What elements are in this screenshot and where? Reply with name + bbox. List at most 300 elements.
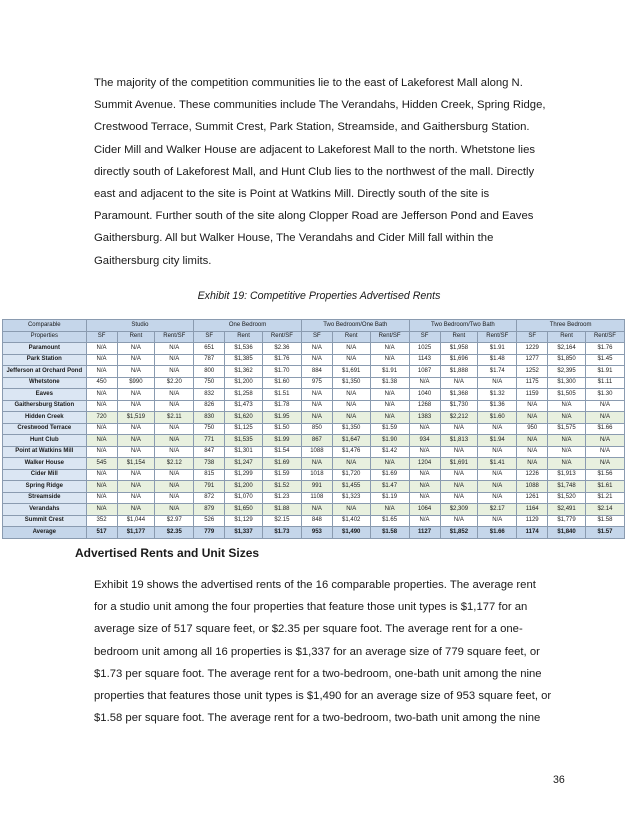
body-paragraph [94, 574, 574, 729]
table-cell: N/A [155, 504, 194, 516]
text-line: for a studio unit among the four properties that feature those unit types is $1,177 for an [94, 601, 528, 614]
table-cell: 848 [301, 515, 332, 527]
table-cell: N/A [86, 400, 117, 412]
table-cell: $1.91 [478, 343, 517, 355]
table-cell: $1,129 [225, 515, 263, 527]
column-header: Rent/SF [478, 331, 517, 343]
table-cell: N/A [440, 377, 478, 389]
table-cell: $1,247 [225, 458, 263, 470]
table-cell: $1.88 [262, 504, 301, 516]
table-cell: 884 [301, 366, 332, 378]
table-cell: $1,402 [332, 515, 370, 527]
table-cell: N/A [370, 504, 409, 516]
table-cell: $1,044 [117, 515, 155, 527]
average-cell: $1.58 [370, 527, 409, 539]
table-cell: $1,455 [332, 481, 370, 493]
table-cell: N/A [301, 343, 332, 355]
table-cell: $1,154 [117, 458, 155, 470]
average-cell: $1,337 [225, 527, 263, 539]
table-cell: $1,473 [225, 400, 263, 412]
table-cell: 720 [86, 412, 117, 424]
table-cell: $1,520 [548, 492, 586, 504]
table-cell: N/A [409, 423, 440, 435]
table-cell: 750 [194, 423, 225, 435]
table-cell: $1.36 [478, 400, 517, 412]
table-cell: 950 [517, 423, 548, 435]
table-cell: 850 [301, 423, 332, 435]
average-cell: 779 [194, 527, 225, 539]
table-cell: $1.41 [478, 458, 517, 470]
group-header-row [3, 320, 625, 332]
average-cell: $1,490 [332, 527, 370, 539]
table-cell: $1,691 [332, 366, 370, 378]
table-cell: N/A [478, 492, 517, 504]
table-cell: $1,748 [548, 481, 586, 493]
table-cell: $1.65 [370, 515, 409, 527]
property-name-cell: Walker House [3, 458, 87, 470]
average-cell: $1.57 [585, 527, 624, 539]
table-cell: $1.99 [262, 435, 301, 447]
table-cell: 1040 [409, 389, 440, 401]
table-cell: $1,779 [548, 515, 586, 527]
table-cell: $1.19 [370, 492, 409, 504]
text-line: Exhibit 19 shows the advertised rents of the 16 comparable properties. The average rent [94, 579, 536, 591]
table-cell: N/A [548, 446, 586, 458]
table-cell: $1,888 [440, 366, 478, 378]
table-cell: N/A [155, 354, 194, 366]
table-cell: $1.54 [262, 446, 301, 458]
table-cell: $1.21 [585, 492, 624, 504]
table-cell: $1.32 [478, 389, 517, 401]
average-cell: 517 [86, 527, 117, 539]
table-cell: $1.69 [262, 458, 301, 470]
table-cell: N/A [478, 446, 517, 458]
column-header: Rent [332, 331, 370, 343]
table-cell: N/A [86, 389, 117, 401]
table-cell: $1.69 [370, 469, 409, 481]
table-cell: N/A [332, 389, 370, 401]
table-cell: 1261 [517, 492, 548, 504]
table-cell: 1025 [409, 343, 440, 355]
table-cell: N/A [440, 446, 478, 458]
property-name-cell: Hidden Creek [3, 412, 87, 424]
table-row [3, 469, 625, 481]
table-cell: $1.95 [262, 412, 301, 424]
table-cell: $1,299 [225, 469, 263, 481]
table-cell: N/A [117, 389, 155, 401]
table-cell: N/A [86, 366, 117, 378]
table-cell: $1.91 [370, 366, 409, 378]
table-cell: 1143 [409, 354, 440, 366]
table-cell: $2,164 [548, 343, 586, 355]
table-cell: $1.60 [262, 377, 301, 389]
table-cell: $1,575 [548, 423, 586, 435]
table-cell: N/A [117, 366, 155, 378]
property-name-cell: Streamside [3, 492, 87, 504]
table-cell: 545 [86, 458, 117, 470]
table-cell: N/A [332, 458, 370, 470]
table-cell: N/A [117, 492, 155, 504]
table-cell: $1,696 [440, 354, 478, 366]
rents-table [2, 319, 625, 539]
table-cell: N/A [117, 435, 155, 447]
table-cell: N/A [440, 423, 478, 435]
property-name-cell: Park Station [3, 354, 87, 366]
table-cell: N/A [585, 435, 624, 447]
table-cell: 1108 [301, 492, 332, 504]
text-line: Gaithersburg. All but Walker House, The Verandahs and Cider Mill fall within the [94, 232, 494, 245]
table-row [3, 366, 625, 378]
table-cell: $1,958 [440, 343, 478, 355]
average-cell: 1127 [409, 527, 440, 539]
column-header: SF [86, 331, 117, 343]
table-cell: $1.94 [478, 435, 517, 447]
table-cell: $1,720 [332, 469, 370, 481]
section-title: Advertised Rents and Unit Sizes [75, 546, 260, 560]
table-cell: $1.11 [585, 377, 624, 389]
table-cell: N/A [117, 469, 155, 481]
column-header: Rent/SF [155, 331, 194, 343]
text-line: Paramount. Further south of the site along Clopper Road are Jefferson Pond and Eaves [94, 210, 534, 223]
table-cell: 1383 [409, 412, 440, 424]
table-cell: N/A [517, 458, 548, 470]
table-cell: N/A [117, 446, 155, 458]
property-name-cell: Eaves [3, 389, 87, 401]
table-cell: $2.20 [155, 377, 194, 389]
average-cell: 953 [301, 527, 332, 539]
table-cell: N/A [117, 481, 155, 493]
table-cell: $1.61 [585, 481, 624, 493]
table-cell: N/A [409, 469, 440, 481]
table-cell: N/A [332, 400, 370, 412]
table-cell: N/A [517, 446, 548, 458]
table-cell: $1,258 [225, 389, 263, 401]
table-cell: $1,200 [225, 377, 263, 389]
table-row [3, 389, 625, 401]
table-cell: N/A [86, 504, 117, 516]
table-cell: 1088 [517, 481, 548, 493]
table-cell: 975 [301, 377, 332, 389]
group-header: Two Bedroom/Two Bath [409, 320, 517, 332]
table-cell: N/A [585, 458, 624, 470]
table-cell: $1.58 [585, 515, 624, 527]
column-header: Rent/SF [370, 331, 409, 343]
table-cell: $1,813 [440, 435, 478, 447]
table-cell: N/A [585, 446, 624, 458]
table-cell: $1.51 [262, 389, 301, 401]
table-cell: 526 [194, 515, 225, 527]
table-cell: N/A [548, 412, 586, 424]
table-cell: 872 [194, 492, 225, 504]
table-row [3, 515, 625, 527]
table-cell: N/A [370, 343, 409, 355]
table-cell: $1.66 [585, 423, 624, 435]
table-cell: N/A [370, 412, 409, 424]
group-header: One Bedroom [194, 320, 302, 332]
table-cell: N/A [155, 389, 194, 401]
table-cell: $1.90 [370, 435, 409, 447]
property-name-cell: Paramount [3, 343, 87, 355]
table-cell: $1.52 [262, 481, 301, 493]
table-cell: 1204 [409, 458, 440, 470]
table-cell: 750 [194, 377, 225, 389]
table-cell: $1.50 [262, 423, 301, 435]
table-cell: N/A [332, 343, 370, 355]
table-cell: N/A [332, 354, 370, 366]
table-cell: N/A [370, 354, 409, 366]
table-cell: $1,476 [332, 446, 370, 458]
table-cell: $1.60 [478, 412, 517, 424]
table-cell: N/A [409, 515, 440, 527]
table-cell: $1.78 [262, 400, 301, 412]
table-cell: $2,212 [440, 412, 478, 424]
property-name-cell: Whetstone [3, 377, 87, 389]
table-cell: $1.23 [262, 492, 301, 504]
table-cell: $1.47 [370, 481, 409, 493]
table-cell: N/A [548, 458, 586, 470]
column-header: Rent [548, 331, 586, 343]
table-cell: 991 [301, 481, 332, 493]
table-cell: 826 [194, 400, 225, 412]
exhibit-caption: Exhibit 19: Competitive Properties Advertised Rents [197, 290, 441, 302]
table-cell: 1088 [301, 446, 332, 458]
property-name-cell: Crestwood Terrace [3, 423, 87, 435]
sub-header-row [3, 331, 625, 343]
table-cell: $1,535 [225, 435, 263, 447]
text-line: Crestwood Terrace, Summit Crest, Park Station, Streamside, and Gaithersburg Station. [94, 121, 530, 134]
table-cell: 867 [301, 435, 332, 447]
table-cell: $1,505 [548, 389, 586, 401]
average-cell: $1.73 [262, 527, 301, 539]
property-name-cell: Cider Mill [3, 469, 87, 481]
table-cell: N/A [155, 446, 194, 458]
column-header: Properties [3, 331, 87, 343]
table-row [3, 481, 625, 493]
table-cell: $1,300 [548, 377, 586, 389]
table-cell: 1159 [517, 389, 548, 401]
table-cell: N/A [155, 400, 194, 412]
table-cell: $1,070 [225, 492, 263, 504]
group-header: Studio [86, 320, 194, 332]
table-cell: N/A [409, 446, 440, 458]
table-cell: 787 [194, 354, 225, 366]
table-cell: 738 [194, 458, 225, 470]
table-cell: $1.42 [370, 446, 409, 458]
table-row [3, 423, 625, 435]
table-cell: N/A [117, 423, 155, 435]
table-cell: $1,730 [440, 400, 478, 412]
table-cell: 815 [194, 469, 225, 481]
table-cell: $2.15 [262, 515, 301, 527]
average-cell: $1,840 [548, 527, 586, 539]
table-cell: N/A [478, 515, 517, 527]
table-cell: N/A [548, 400, 586, 412]
average-cell: $1,177 [117, 527, 155, 539]
table-cell: 791 [194, 481, 225, 493]
table-cell: N/A [86, 469, 117, 481]
table-cell: 1064 [409, 504, 440, 516]
table-cell: N/A [155, 492, 194, 504]
table-cell: $1,323 [332, 492, 370, 504]
text-line: Cider Mill and Walker House are adjacent to Lakeforest Mall to the north. Whetstone lies [94, 143, 535, 156]
table-row [3, 458, 625, 470]
property-name-cell: Jefferson at Orchard Pond [3, 366, 87, 378]
table-cell: $1.48 [478, 354, 517, 366]
text-line: directly south of Lakeforest Mall, and Hunt Club lies to the northwest of the mall. Directly [94, 165, 535, 178]
column-header: SF [517, 331, 548, 343]
table-cell: 1252 [517, 366, 548, 378]
table-cell: N/A [155, 343, 194, 355]
table-cell: N/A [155, 435, 194, 447]
table-cell: N/A [370, 400, 409, 412]
table-cell: N/A [301, 412, 332, 424]
table-cell: N/A [301, 400, 332, 412]
table-cell: $1.59 [262, 469, 301, 481]
table-cell: 879 [194, 504, 225, 516]
table-cell: 832 [194, 389, 225, 401]
text-line: average size of 517 square feet, or $2.35 per square foot. The average rent for a one- [94, 623, 523, 636]
table-cell: 651 [194, 343, 225, 355]
table-cell: N/A [478, 423, 517, 435]
property-name-cell: Summit Crest [3, 515, 87, 527]
column-header: SF [301, 331, 332, 343]
table-cell: $2.36 [262, 343, 301, 355]
table-cell: $2.17 [478, 504, 517, 516]
table-cell: N/A [440, 492, 478, 504]
table-cell: 1226 [517, 469, 548, 481]
table-cell: 1087 [409, 366, 440, 378]
text-line: The majority of the competition communities lie to the east of Lakeforest Mall along N. [94, 77, 523, 89]
table-cell: N/A [517, 435, 548, 447]
text-line: bedroom unit among all 16 properties is $1,337 for an average size of 779 square feet, or [94, 645, 540, 658]
text-line: properties that features those unit types is $1,490 for an average size of 953 square feet, or [94, 690, 552, 703]
table-cell: N/A [332, 504, 370, 516]
text-line: $1.58 per square foot. The average rent for a two-bedroom, two-bath unit among the nine [94, 712, 541, 725]
table-row [3, 412, 625, 424]
table-cell: 800 [194, 366, 225, 378]
column-header: Rent [225, 331, 263, 343]
table-row [3, 504, 625, 516]
average-cell: 1174 [517, 527, 548, 539]
column-header: SF [194, 331, 225, 343]
table-cell: N/A [440, 481, 478, 493]
table-cell: $2,395 [548, 366, 586, 378]
page-number: 36 [553, 774, 565, 786]
table-cell: N/A [440, 469, 478, 481]
text-line: $1.73 per square foot. The average rent for a two-bedroom, one-bath unit among the nine [94, 667, 542, 680]
table-cell: N/A [301, 504, 332, 516]
table-cell: 934 [409, 435, 440, 447]
table-cell: N/A [86, 435, 117, 447]
table-cell: $1,350 [332, 423, 370, 435]
table-cell: N/A [155, 469, 194, 481]
table-cell: 1018 [301, 469, 332, 481]
table-cell: N/A [409, 492, 440, 504]
column-header: Rent/SF [585, 331, 624, 343]
intro-paragraph [94, 72, 564, 272]
table-cell: $1,368 [440, 389, 478, 401]
table-cell: N/A [409, 377, 440, 389]
table-cell: $1.30 [585, 389, 624, 401]
property-name-cell: Gaithersburg Station [3, 400, 87, 412]
table-cell: N/A [86, 423, 117, 435]
table-cell: N/A [117, 504, 155, 516]
table-row [3, 492, 625, 504]
table-cell: $1,691 [440, 458, 478, 470]
table-cell: N/A [155, 481, 194, 493]
table-cell: 352 [86, 515, 117, 527]
table-cell: 1277 [517, 354, 548, 366]
table-cell: $1,385 [225, 354, 263, 366]
column-header: SF [409, 331, 440, 343]
table-cell: N/A [332, 412, 370, 424]
table-cell: $1.76 [585, 343, 624, 355]
table-cell: $1.45 [585, 354, 624, 366]
table-cell: N/A [478, 469, 517, 481]
column-header: Rent/SF [262, 331, 301, 343]
table-cell: N/A [548, 435, 586, 447]
table-row [3, 446, 625, 458]
table-cell: N/A [517, 400, 548, 412]
table-cell: $2.97 [155, 515, 194, 527]
table-cell: 1229 [517, 343, 548, 355]
table-cell: $2.11 [155, 412, 194, 424]
property-name-cell: Verandahs [3, 504, 87, 516]
table-row [3, 435, 625, 447]
table-cell: $1.91 [585, 366, 624, 378]
property-name-cell: Spring Ridge [3, 481, 87, 493]
table-cell: N/A [86, 446, 117, 458]
table-cell: $1,913 [548, 469, 586, 481]
table-cell: N/A [478, 481, 517, 493]
table-cell: N/A [86, 481, 117, 493]
table-cell: $1,350 [332, 377, 370, 389]
table-cell: $1,647 [332, 435, 370, 447]
table-cell: 771 [194, 435, 225, 447]
table-cell: N/A [585, 412, 624, 424]
table-cell: 450 [86, 377, 117, 389]
average-label-cell: Average [3, 527, 87, 539]
average-cell: $1.66 [478, 527, 517, 539]
table-cell: N/A [86, 354, 117, 366]
table-cell: $1,650 [225, 504, 263, 516]
table-cell: 1268 [409, 400, 440, 412]
table-cell: $2.14 [585, 504, 624, 516]
table-cell: $1,362 [225, 366, 263, 378]
table-cell: N/A [86, 492, 117, 504]
property-name-cell: Hunt Club [3, 435, 87, 447]
text-line: Gaithersburg city limits. [94, 254, 212, 267]
text-line: Summit Avenue. These communities include The Verandahs, Hidden Creek, Spring Ridge, [94, 99, 546, 112]
table-cell: 847 [194, 446, 225, 458]
table-cell: $2,309 [440, 504, 478, 516]
property-name-cell: Point at Watkins Mill [3, 446, 87, 458]
table-cell: $1.76 [262, 354, 301, 366]
text-line: east and adjacent to the site is Point at Watkins Mill. Directly south of the site is [94, 188, 490, 201]
table-cell: $1,301 [225, 446, 263, 458]
average-cell: $1,852 [440, 527, 478, 539]
table-cell: $1,519 [117, 412, 155, 424]
group-header: Two Bedroom/One Bath [301, 320, 409, 332]
table-cell: 830 [194, 412, 225, 424]
table-cell: 1164 [517, 504, 548, 516]
table-cell: N/A [478, 377, 517, 389]
table-cell: N/A [517, 412, 548, 424]
group-header: Comparable [3, 320, 87, 332]
table-cell: N/A [370, 458, 409, 470]
table-cell: 1129 [517, 515, 548, 527]
table-cell: N/A [155, 366, 194, 378]
